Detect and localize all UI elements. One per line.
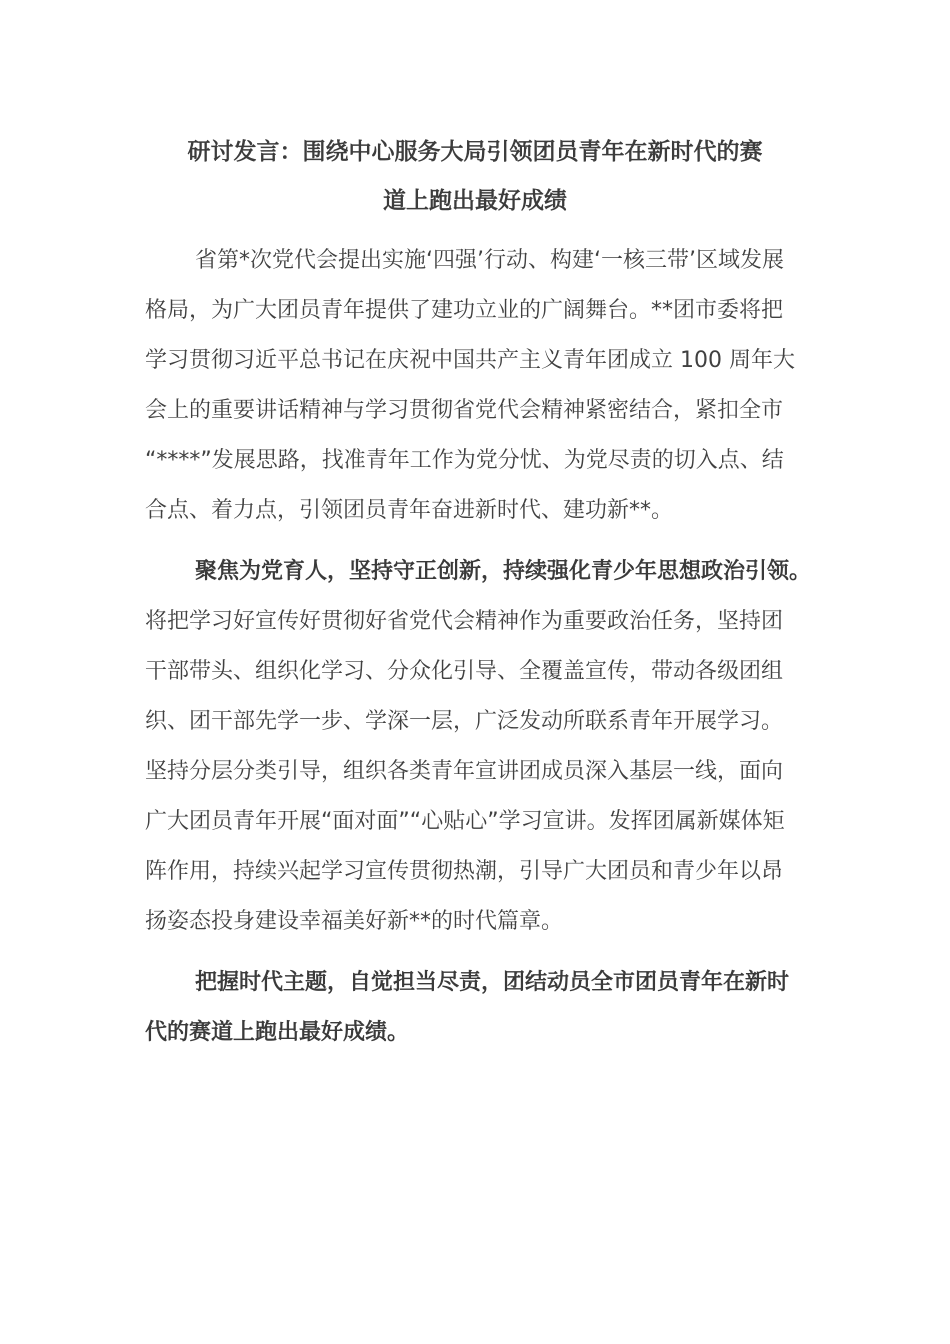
paragraph-1-line-2: 格局，为广大团员青年提供了建功立业的广阔舞台。**团市委将把 <box>145 298 784 323</box>
paragraph-3-heading: 把握时代主题，自觉担当尽责，团结动员全市团员青年在新时 <box>195 970 790 995</box>
paragraph-2-line-2: 将把学习好宣传好贯彻好省党代会精神作为重要政治任务，坚持团 <box>145 609 784 634</box>
document-title-line-2: 道上跑出最好成绩 <box>383 188 567 214</box>
paragraph-2-line-8: 扬姿态投身建设幸福美好新**的时代篇章。 <box>145 909 564 934</box>
paragraph-1-line-4: 会上的重要讲话精神与学习贯彻省党代会精神紧密结合，紧扣全市 <box>145 398 784 423</box>
paragraph-1-line-3: 学习贯彻习近平总书记在庆祝中国共产主义青年团成立 100 周年大 <box>145 348 795 373</box>
paragraph-2-line-4: 织、团干部先学一步、学深一层，广泛发动所联系青年开展学习。 <box>145 709 784 734</box>
document-title-line-1: 研讨发言：围绕中心服务大局引领团员青年在新时代的赛 <box>187 139 763 165</box>
paragraph-2-line-6: 广大团员青年开展“面对面”“心贴心”学习宣讲。发挥团属新媒体矩 <box>145 809 785 834</box>
paragraph-3-line-2: 代的赛道上跑出最好成绩。 <box>145 1020 410 1045</box>
paragraph-2-line-5: 坚持分层分类引导，组织各类青年宣讲团成员深入基层一线，面向 <box>145 759 784 784</box>
paragraph-2-line-7: 阵作用，持续兴起学习宣传贯彻热潮，引导广大团员和青少年以昂 <box>145 859 784 884</box>
paragraph-1-line-6: 合点、着力点，引领团员青年奋进新时代、建功新**。 <box>145 498 674 523</box>
paragraph-1-line-5: “****”发展思路，找准青年工作为党分忧、为党尽责的切入点、结 <box>145 448 784 473</box>
paragraph-2-line-3: 干部带头、组织化学习、分众化引导、全覆盖宣传，带动各级团组 <box>145 659 784 684</box>
paragraph-1-line-1: 省第*次党代会提出实施‘四强’行动、构建‘一核三带’区域发展 <box>195 248 784 273</box>
paragraph-2-heading: 聚焦为党育人，坚持守正创新，持续强化青少年思想政治引领。 <box>195 559 812 584</box>
